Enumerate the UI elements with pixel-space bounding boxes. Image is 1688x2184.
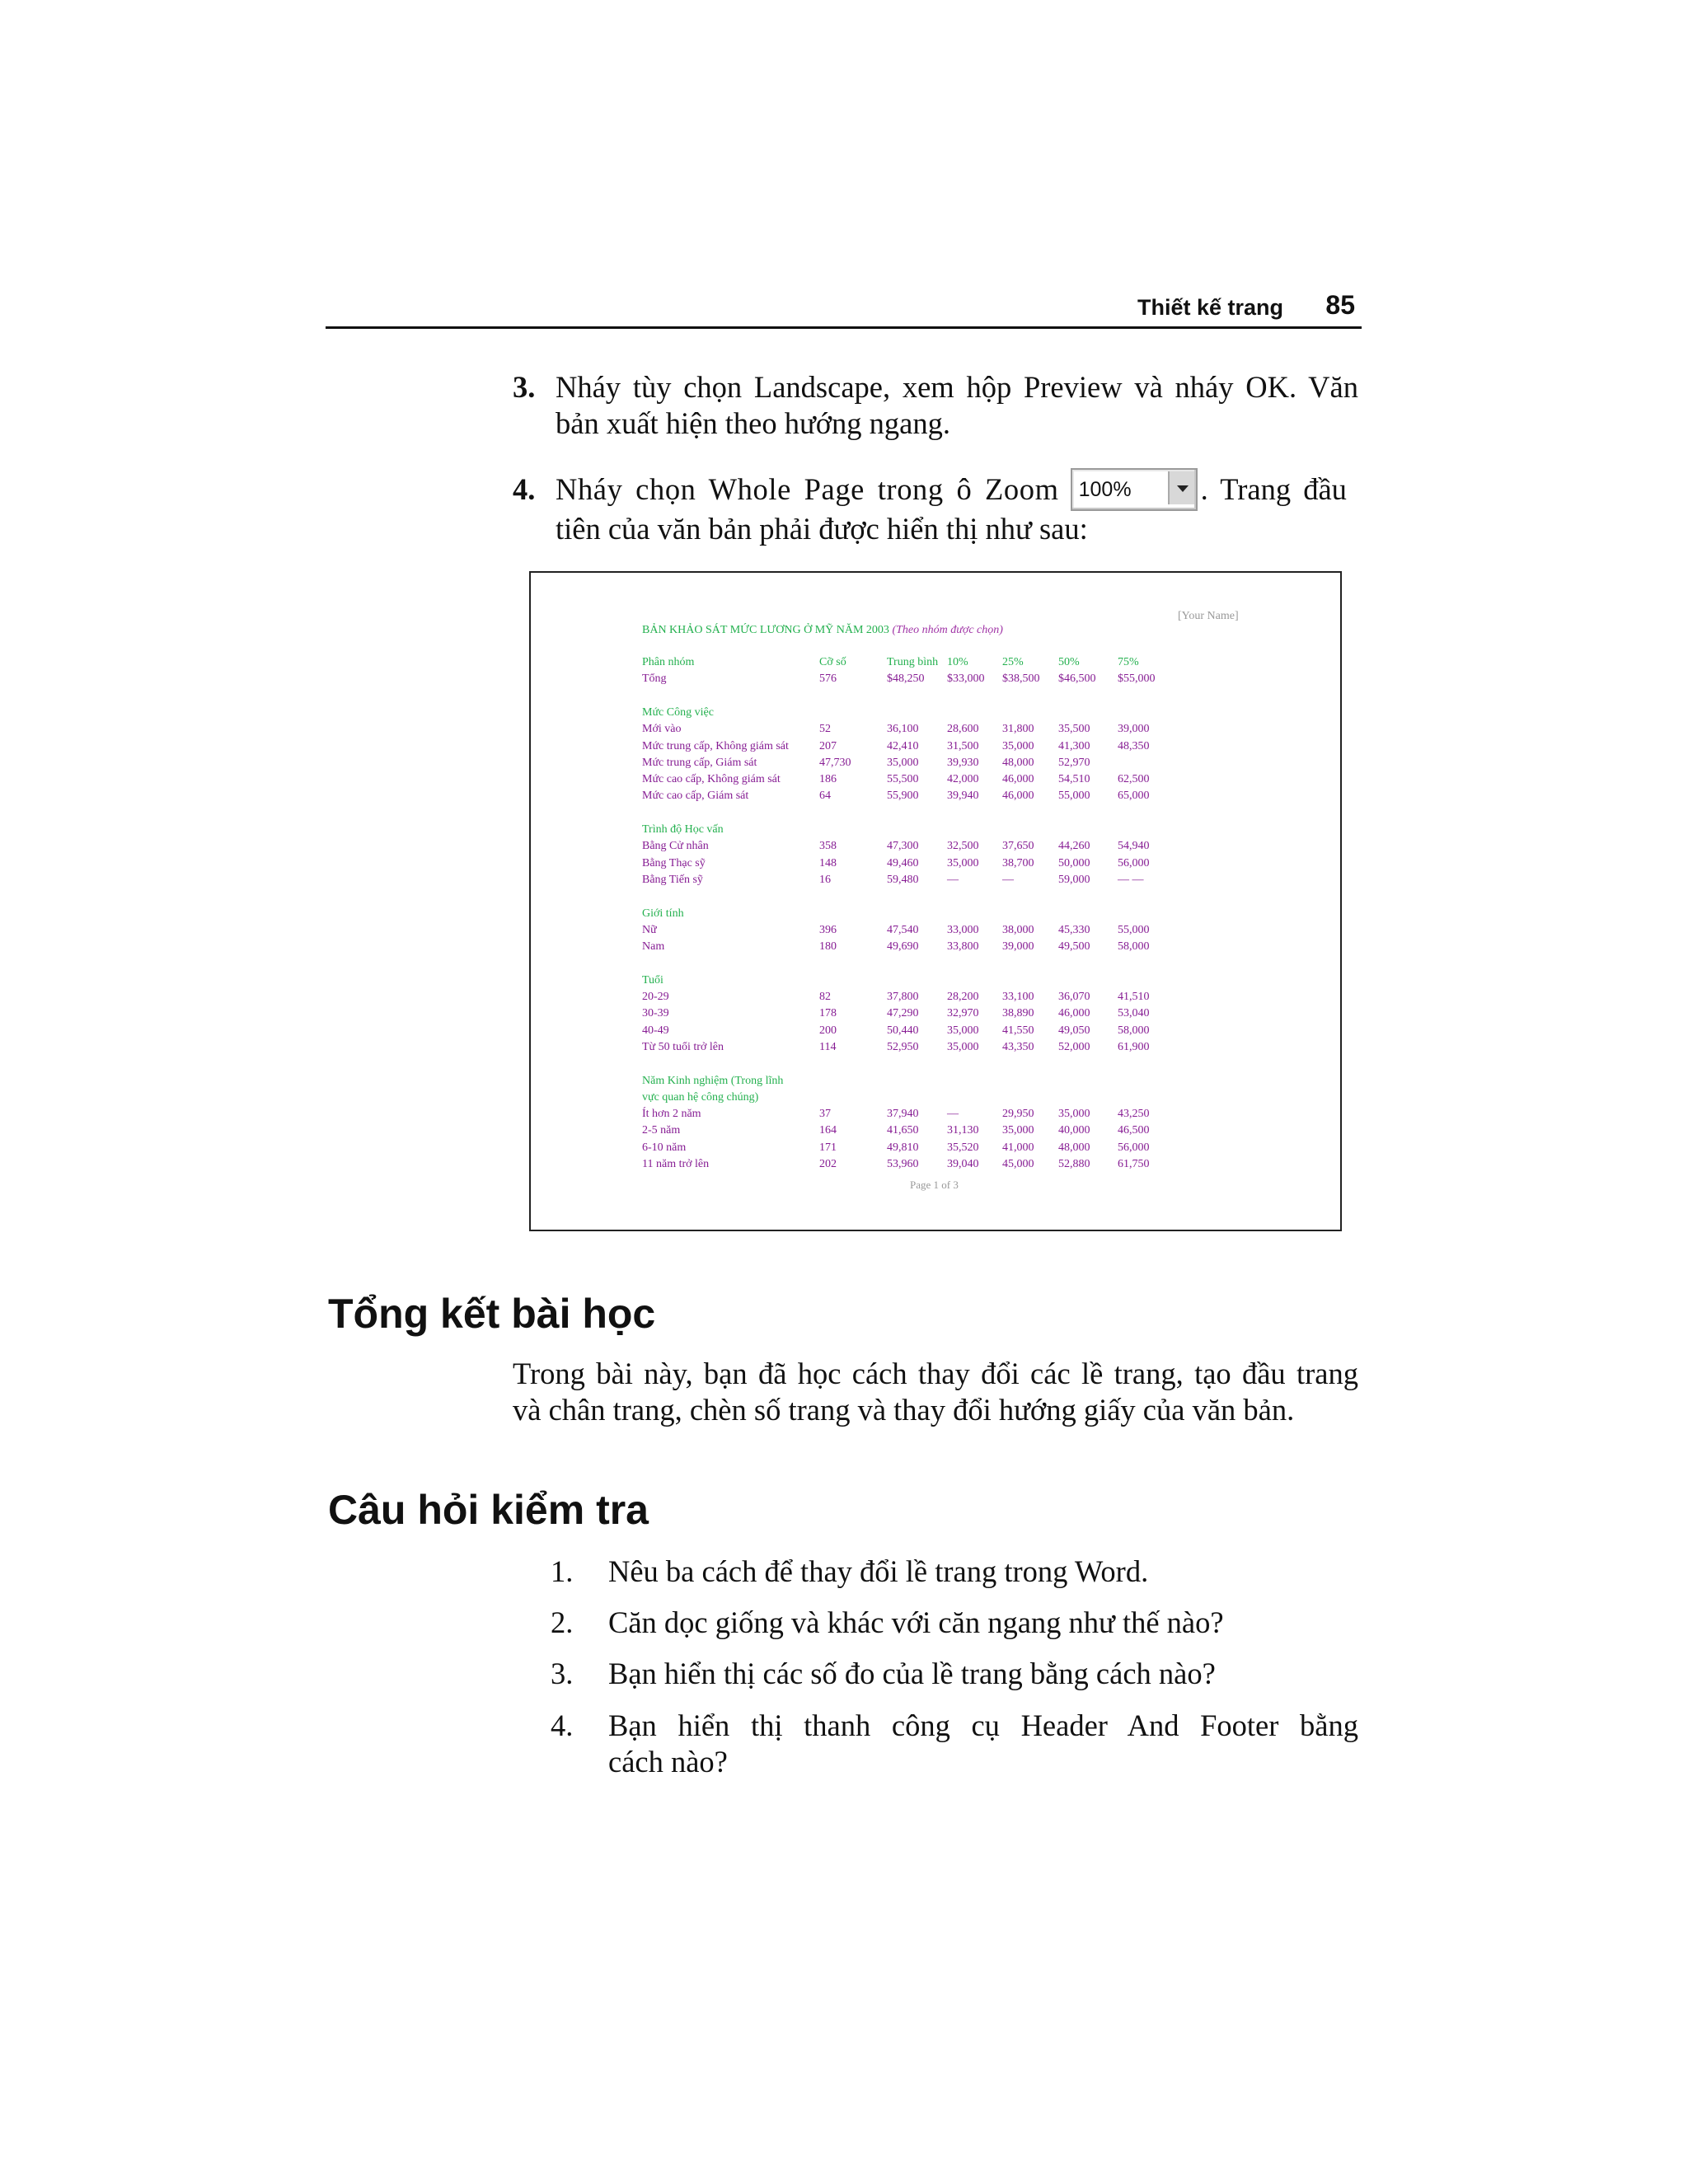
preview-cell: 186 (819, 773, 837, 786)
preview-cell: 43,350 (1002, 1040, 1034, 1053)
chevron-down-icon[interactable] (1168, 471, 1194, 504)
preview-cell: 178 (819, 1007, 837, 1020)
step-text (556, 471, 1358, 547)
running-header-title: Thiết kế trang (1137, 295, 1283, 320)
preview-cell: 42,000 (947, 773, 979, 786)
preview-cell: 200 (819, 1024, 837, 1037)
preview-cell: 16 (819, 873, 831, 886)
preview-cell: 35,500 (1058, 723, 1090, 736)
preview-cell: 62,500 (1118, 773, 1150, 786)
step-text-before: Nháy chọn Whole Page trong ô Zoom (556, 472, 1059, 506)
question-number: 1. (551, 1554, 574, 1588)
page-number: 85 (1325, 290, 1355, 320)
preview-cell: 41,650 (887, 1124, 919, 1137)
question-item (551, 1554, 1358, 1590)
preview-cell: 45,000 (1002, 1158, 1034, 1170)
preview-cell: 47,300 (887, 840, 919, 853)
step-number: 4. (513, 472, 536, 506)
preview-cell: 2-5 năm (642, 1124, 681, 1137)
preview-footer: Page 1 of 3 (910, 1179, 959, 1191)
preview-cell: 50,000 (1058, 856, 1090, 869)
preview-cell: 148 (819, 856, 837, 869)
preview-cell: 55,000 (1058, 790, 1090, 803)
preview-cell: Ít hơn 2 năm (642, 1108, 701, 1121)
preview-cell: 35,000 (947, 1024, 979, 1037)
preview-cell: 38,890 (1002, 1007, 1034, 1020)
preview-cell: 28,200 (947, 991, 979, 1003)
preview-cell: 6-10 năm (642, 1141, 687, 1154)
preview-cell: 44,260 (1058, 840, 1090, 853)
preview-group-heading: vực quan hệ công chúng) (642, 1090, 759, 1104)
preview-cell: 48,000 (1002, 756, 1034, 769)
question-text: Bạn hiển thị các số đo của lề trang bằng cách nào? (608, 1657, 1216, 1690)
preview-cell: 55,900 (887, 790, 919, 803)
preview-cell: 396 (819, 923, 837, 936)
preview-cell: 43,250 (1118, 1108, 1150, 1121)
preview-header-name: [Your Name] (1178, 610, 1239, 622)
preview-cell: 32,500 (947, 840, 979, 853)
preview-cell: 56,000 (1118, 1141, 1150, 1154)
summary-paragraph (513, 1356, 1358, 1428)
preview-cell: Mức trung cấp, Không giám sát (642, 739, 789, 752)
preview-cell: 52 (819, 723, 831, 736)
preview-cell: 35,000 (947, 1040, 979, 1053)
preview-cell: 47,290 (887, 1007, 919, 1020)
preview-cell: 33,100 (1002, 991, 1034, 1003)
preview-cell: Từ 50 tuổi trở lên (642, 1040, 724, 1053)
preview-cell: 31,500 (947, 739, 979, 752)
question-number: 4. (551, 1708, 574, 1742)
preview-cell: 49,500 (1058, 940, 1090, 954)
preview-cell: 35,000 (1002, 1124, 1034, 1137)
question-text: cách nào? (608, 1745, 728, 1779)
step-text (556, 369, 1358, 442)
preview-title-sub: (Theo nhóm được chọn) (892, 624, 1003, 636)
step-3 (513, 369, 1358, 442)
preview-cell: $33,000 (947, 673, 985, 686)
question-number: 2. (551, 1605, 574, 1639)
preview-cell: — (1002, 873, 1014, 886)
preview-cell: 35,000 (947, 856, 979, 869)
preview-group-heading: Năm Kinh nghiệm (Trong lĩnh (642, 1074, 784, 1087)
preview-cell: — (947, 873, 959, 886)
preview-cell: 37 (819, 1108, 831, 1121)
preview-cell: 576 (819, 673, 837, 686)
question-item (551, 1605, 1358, 1641)
preview-cell: 50,440 (887, 1024, 919, 1037)
preview-cell: $55,000 (1118, 673, 1156, 686)
preview-cell: 207 (819, 739, 837, 752)
preview-cell: 37,800 (887, 991, 919, 1003)
preview-cell: 31,130 (947, 1124, 979, 1137)
summary-line: Trong bài này, bạn đã học cách thay đổi các lề trang, tạo đầu trang (513, 1357, 1358, 1390)
preview-cell: 35,000 (1002, 739, 1034, 752)
preview-cell: 33,000 (947, 923, 979, 936)
preview-column-header: Cỡ số (819, 656, 846, 668)
preview-cell: 31,800 (1002, 723, 1034, 736)
section-heading-questions: Câu hỏi kiểm tra (328, 1487, 649, 1533)
preview-column-header: Phân nhóm (642, 656, 695, 668)
preview-cell: Mới vào (642, 723, 682, 736)
preview-cell: 58,000 (1118, 1024, 1150, 1037)
question-text: Căn dọc giống và khác với căn ngang như thế nào? (608, 1605, 1224, 1639)
summary-line: và chân trang, chèn số trang và thay đổi hướng giấy của văn bản. (513, 1393, 1295, 1427)
preview-cell: Mức cao cấp, Giám sát (642, 790, 749, 803)
preview-column-header: 50% (1058, 656, 1080, 668)
preview-cell: 52,970 (1058, 756, 1090, 769)
preview-title (642, 624, 1003, 637)
preview-cell: 45,330 (1058, 923, 1090, 936)
preview-cell: 20-29 (642, 991, 669, 1003)
preview-cell: 48,000 (1058, 1141, 1090, 1154)
preview-cell: 59,000 (1058, 873, 1090, 886)
step-text-after: . Trang đầu (1200, 472, 1347, 506)
preview-cell: 53,040 (1118, 1007, 1150, 1020)
preview-cell: 49,460 (887, 856, 919, 869)
preview-column-header: 10% (947, 656, 968, 668)
preview-cell: $48,250 (887, 673, 925, 686)
preview-cell: 171 (819, 1141, 837, 1154)
preview-cell: 39,940 (947, 790, 979, 803)
preview-cell: 30-39 (642, 1007, 669, 1020)
preview-cell: 59,480 (887, 873, 919, 886)
preview-cell: 32,970 (947, 1007, 979, 1020)
running-header (326, 290, 1362, 329)
section-heading-summary: Tổng kết bài học (328, 1291, 656, 1337)
question-number: 3. (551, 1657, 574, 1690)
preview-column-header: 25% (1002, 656, 1024, 668)
preview-cell: 64 (819, 790, 831, 803)
preview-cell: 39,000 (1002, 940, 1034, 954)
preview-cell: Mức cao cấp, Không giám sát (642, 773, 781, 786)
preview-cell: 114 (819, 1040, 837, 1053)
preview-cell: 54,510 (1058, 773, 1090, 786)
zoom-combobox[interactable] (1071, 468, 1198, 511)
preview-cell: 55,500 (887, 773, 919, 786)
preview-cell: 40,000 (1058, 1124, 1090, 1137)
step-line (556, 471, 1358, 511)
preview-cell: 164 (819, 1124, 837, 1137)
preview-cell: 47,540 (887, 923, 919, 936)
preview-title-text: BẢN KHẢO SÁT MỨC LƯƠNG Ở MỸ NĂM 2003 (642, 624, 889, 636)
preview-group-heading: Mức Công việc (642, 705, 714, 719)
preview-cell: 39,000 (1118, 723, 1150, 736)
preview-cell: — — (1118, 873, 1144, 886)
question-item (551, 1708, 1358, 1780)
preview-cell: 39,040 (947, 1158, 979, 1170)
preview-cell: 28,600 (947, 723, 979, 736)
preview-cell: 58,000 (1118, 940, 1150, 954)
preview-cell: 61,900 (1118, 1040, 1150, 1053)
preview-cell: 180 (819, 940, 837, 954)
preview-cell: 41,000 (1002, 1141, 1034, 1154)
preview-cell: 35,000 (1058, 1108, 1090, 1121)
preview-cell: 49,050 (1058, 1024, 1090, 1037)
question-text: Nêu ba cách để thay đổi lề trang trong Word. (608, 1554, 1149, 1588)
preview-cell: 39,930 (947, 756, 979, 769)
preview-cell: 41,300 (1058, 739, 1090, 752)
preview-group-heading: Giới tính (642, 907, 684, 920)
preview-cell: Tổng (642, 673, 667, 686)
preview-cell: 358 (819, 840, 837, 853)
preview-cell: 82 (819, 991, 831, 1003)
preview-group-heading: Tuổi (642, 973, 663, 987)
question-item (551, 1656, 1358, 1692)
preview-cell: 202 (819, 1158, 837, 1170)
preview-cell: 11 năm trở lên (642, 1158, 710, 1170)
preview-cell: 46,500 (1118, 1124, 1150, 1137)
step-4 (513, 471, 1358, 547)
preview-cell: Bằng Cử nhân (642, 840, 709, 853)
preview-column-header: 75% (1118, 656, 1139, 668)
preview-group-heading: Trình độ Học vấn (642, 823, 724, 836)
preview-cell: $38,500 (1002, 673, 1040, 686)
preview-cell: $46,500 (1058, 673, 1096, 686)
preview-cell: 37,940 (887, 1108, 919, 1121)
preview-cell: 52,950 (887, 1040, 919, 1053)
preview-cell: Mức trung cấp, Giám sát (642, 756, 757, 769)
preview-cell: 33,800 (947, 940, 979, 954)
preview-cell: 48,350 (1118, 739, 1150, 752)
preview-cell: 40-49 (642, 1024, 669, 1037)
preview-cell: — (947, 1108, 959, 1121)
question-text: Bạn hiển thị thanh công cụ Header And Footer bằng (608, 1708, 1358, 1742)
preview-cell: 38,700 (1002, 856, 1034, 869)
zoom-value: 100% (1078, 478, 1132, 501)
preview-cell: 41,550 (1002, 1024, 1034, 1037)
preview-cell: 36,070 (1058, 991, 1090, 1003)
preview-cell: 53,960 (887, 1158, 919, 1170)
preview-cell: 38,000 (1002, 923, 1034, 936)
preview-cell: 46,000 (1058, 1007, 1090, 1020)
preview-cell: 61,750 (1118, 1158, 1150, 1170)
preview-cell: 35,000 (887, 756, 919, 769)
preview-cell: 37,650 (1002, 840, 1034, 853)
preview-cell: Bằng Tiến sỹ (642, 873, 703, 886)
preview-cell: 46,000 (1002, 773, 1034, 786)
landscape-page-preview (529, 571, 1342, 1231)
preview-cell: 42,410 (887, 739, 919, 752)
step-number: 3. (513, 370, 536, 404)
preview-cell: Bằng Thạc sỹ (642, 856, 706, 869)
step-line: tiên của văn bản phải được hiển thị như sau: (556, 512, 1088, 546)
preview-column-header: Trung bình (887, 656, 939, 668)
preview-cell: Nữ (642, 923, 657, 936)
preview-cell: 49,690 (887, 940, 919, 954)
step-line: Nháy tùy chọn Landscape, xem hộp Preview và nháy OK. Văn (556, 370, 1358, 404)
step-line: bản xuất hiện theo hướng ngang. (556, 406, 951, 440)
preview-cell: Nam (642, 940, 665, 954)
preview-cell: 65,000 (1118, 790, 1150, 803)
preview-cell: 41,510 (1118, 991, 1150, 1003)
preview-cell: 47,730 (819, 756, 851, 769)
preview-cell: 52,880 (1058, 1158, 1090, 1170)
preview-cell: 36,100 (887, 723, 919, 736)
preview-cell: 54,940 (1118, 840, 1150, 853)
preview-cell: 46,000 (1002, 790, 1034, 803)
preview-cell: 55,000 (1118, 923, 1150, 936)
preview-cell: 29,950 (1002, 1108, 1034, 1121)
preview-cell: 35,520 (947, 1141, 979, 1154)
preview-cell: 49,810 (887, 1141, 919, 1154)
preview-cell: 56,000 (1118, 856, 1150, 869)
preview-cell: 52,000 (1058, 1040, 1090, 1053)
